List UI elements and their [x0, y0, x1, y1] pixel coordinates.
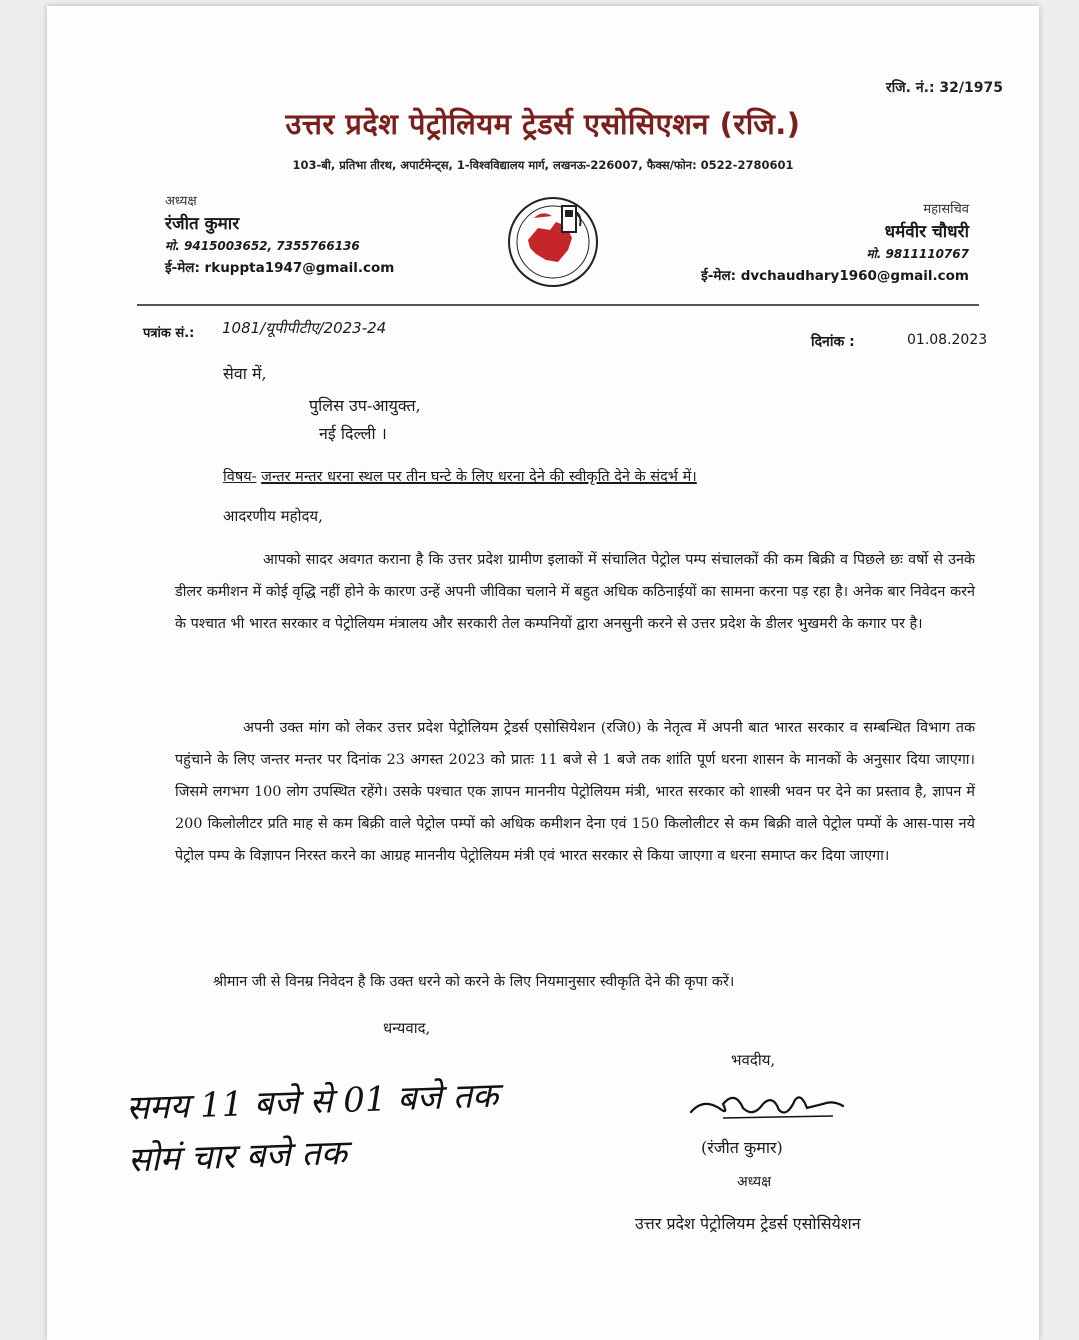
recipient-line-1: सेवा में, [223, 364, 267, 383]
secretary-phone: मो. 9811110767 [866, 247, 969, 261]
handwritten-note-line-2: सोमं चार बजे तक [127, 1132, 348, 1181]
letter-date: 01.08.2023 [907, 332, 988, 348]
date-label: दिनांक : [811, 334, 855, 350]
president-name: रंजीत कुमार [165, 214, 240, 234]
secretary-contact-block [701, 199, 969, 287]
subject-text: जन्तर मन्तर धरना स्थल पर तीन घन्टे के लिए धरना देने की स्वीकृति देने के संदर्भ में। [261, 469, 697, 485]
closing-yours: भवदीय, [731, 1051, 776, 1069]
secretary-email: ई-मेल: dvchaudhary1960@gmail.com [701, 268, 969, 284]
reference-number: 1081/यूपीपीटीए/2023-24 [222, 319, 387, 337]
signatory-name: (रंजीत कुमार) [701, 1138, 783, 1157]
letter-page [47, 6, 1039, 1340]
subject-label: विषय- [223, 469, 257, 485]
salutation: आदरणीय महोदय, [223, 507, 323, 525]
body-paragraph-2: अपनी उक्त मांग को लेकर उत्तर प्रदेश पेट्रोलियम ट्रेडर्स एसोसियेशन (रजि0) के नेतृत्व में अपनी बात भारत सरकार व सम्बन्धित विभाग तक पहुंचाने के लिए जन्तर मन्तर पर दिनांक 23 अगस्त 2023 को प्रातः 11 बजे से 1 बजे तक शांति पूर्ण धरना शासन के मानकों के अनुसार दिया जाएगा। जिसमे लगभग 100 लोग उपस्थित रहेंगे। उसके पश्चात एक ज्ञापन माननीय पेट्रोलियम मंत्री, भारत सरकार को शास्त्री भवन पर देने का प्रस्ताव है, ज्ञापन में 200 किलोलीटर प्रति माह से कम बिक्री वाले पेट्रोल पम्पों को अधिक कमीशन देना एवं 150 किलोलीटर से कम बिक्री वाले पेट्रोल पम्पों के आस-पास नये पेट्रोल पम्प के विज्ञापन निरस्त करने का आग्रह माननीय पेट्रोलियम मंत्री एवं भारत सरकार से किया जाएगा व धरना समाप्त कर दिया जाएगा। [175, 720, 975, 864]
secretary-role: महासचिव [923, 202, 969, 217]
subject-line [223, 466, 983, 486]
recipient-line-3: नई दिल्ली । [319, 424, 387, 443]
body-paragraph-1: आपको सादर अवगत कराना है कि उत्तर प्रदेश ग्रामीण इलाकों में संचालित पेट्रोल पम्प संचालकों की कम बिक्री व पिछले छः वर्षो से उनके डीलर कमीशन में कोई वृद्धि नहीं होने के कारण उन्हें अपनी जीविका चलाने में बहुत अधिक कठिनाईयों का सामना करना पड़ रहा है। अनेक बार निवेदन करने के पश्चात भी भारत सरकार व पेट्रोलियम मंत्रालय और सरकारी तेल कम्पनियों द्वारा अनसुनी करने से उत्तर प्रदेश के डीलर भुखमरी के कगार पर है। [175, 552, 975, 632]
president-email: ई-मेल: rkuppta1947@gmail.com [165, 260, 395, 276]
letterhead-divider [137, 304, 979, 306]
signature-icon [683, 1078, 863, 1128]
registration-number: रजि. नं.: 32/1975 [885, 80, 1003, 96]
president-contact-block [165, 191, 394, 279]
president-phone: मो. 9415003652, 7355766136 [165, 239, 360, 253]
organization-address: 103-बी, प्रतिभा तीरथ, अपार्टमेन्ट्स, 1-विश्वविद्यालय मार्ग, लखनऊ-226007, फैक्स/फोन: 0522-2780601 [292, 158, 794, 172]
thanks-line: धन्यवाद, [383, 1019, 431, 1037]
signatory-role: अध्यक्ष [737, 1174, 772, 1190]
recipient-line-2: पुलिस उप-आयुक्त, [309, 396, 421, 415]
association-logo-icon [498, 192, 608, 292]
secretary-name: धर्मवीर चौधरी [884, 222, 969, 242]
signatory-organization: उत्तर प्रदेश पेट्रोलियम ट्रेडर्स एसोसियेशन [635, 1214, 861, 1233]
president-role: अध्यक्ष [165, 194, 197, 209]
reference-label: पत्रांक सं.: [143, 326, 195, 341]
handwritten-note [125, 1070, 501, 1187]
body-paragraph-3: श्रीमान जी से विनम्र निवेदन है कि उक्त धरने को करने के लिए नियमानुसार स्वीकृति देने की कृपा करें। [213, 974, 735, 990]
organization-name: उत्तर प्रदेश पेट्रोलियम ट्रेडर्स एसोसिएशन (रजि.) [285, 107, 801, 141]
handwritten-note-line-1: समय 11 बजे से 01 बजे तक [125, 1075, 499, 1129]
